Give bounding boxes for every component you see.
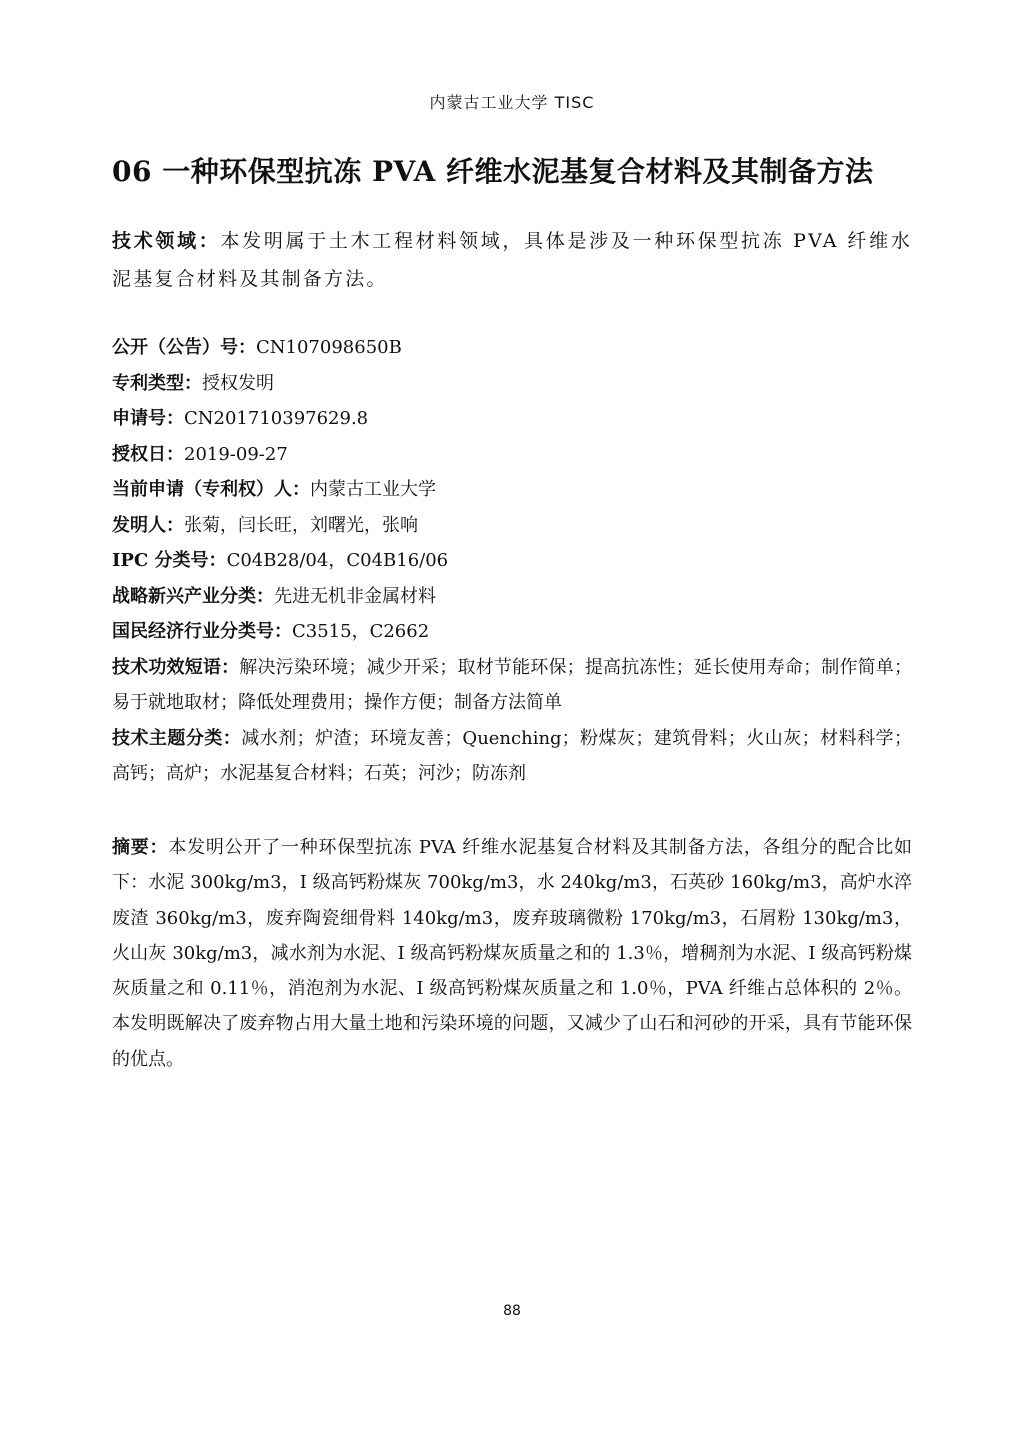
- inventors-value: 张菊，闫长旺，刘曙光，张响: [184, 514, 418, 536]
- strategic-value: 先进无机非金属材料: [274, 585, 436, 607]
- patent-type-label: 专利类型：: [112, 372, 202, 394]
- tech-field-label: 技术领域：: [112, 230, 221, 252]
- pub-no-label: 公开（公告）号：: [112, 337, 256, 358]
- tech-field-paragraph: [112, 222, 912, 298]
- patent-type-value: 授权发明: [202, 372, 274, 394]
- pub-no-value: CN107098650B: [256, 337, 402, 358]
- ipc-value: C04B28/04，C04B16/06: [226, 550, 449, 571]
- patent-metadata: [112, 330, 912, 792]
- tech-field-text: 本发明属于土木工程材料领域，具体是涉及一种环保型抗冻 PVA 纤维水泥基复合材料及其制备方法。: [112, 230, 912, 290]
- ipc-row: [112, 543, 912, 579]
- strategic-label: 战略新兴产业分类：: [112, 585, 274, 607]
- page-header: 内蒙古工业大学 TISC: [429, 93, 595, 112]
- strategic-row: [112, 579, 912, 615]
- grant-date-value: 2019-09-27: [184, 443, 288, 465]
- document-title: 06 一种环保型抗冻 PVA 纤维水泥基复合材料及其制备方法: [112, 155, 874, 188]
- app-no-value: CN201710397629.8: [184, 408, 369, 429]
- effects-label: 技术功效短语：: [112, 656, 240, 678]
- abstract-paragraph: [112, 830, 912, 1077]
- topics-value: 减水剂；炉渣；环境友善；Quenching；粉煤灰；建筑骨料；火山灰；材料科学；高钙；高炉；水泥基复合材料；石英；河沙；防冻剂: [112, 727, 912, 784]
- inventors-row: [112, 508, 912, 544]
- app-no-row: [112, 401, 912, 437]
- patent-type-row: [112, 366, 912, 402]
- grant-date-label: 授权日：: [112, 443, 184, 465]
- app-no-label: 申请号：: [112, 408, 184, 429]
- industry-value: C3515，C2662: [292, 621, 430, 642]
- topics-label: 技术主题分类：: [112, 727, 242, 749]
- abstract-label: 摘要：: [112, 837, 169, 858]
- applicant-label: 当前申请（专利权）人：: [112, 479, 310, 500]
- applicant-value: 内蒙古工业大学: [310, 479, 436, 500]
- inventors-label: 发明人：: [112, 514, 184, 536]
- applicant-row: [112, 472, 912, 508]
- ipc-label: IPC 分类号：: [112, 550, 227, 571]
- industry-label: 国民经济行业分类号：: [112, 621, 292, 642]
- effects-value: 解决污染环境；减少开采；取材节能环保；提高抗冻性；延长使用寿命；制作简单；易于就地取材；降低处理费用；操作方便；制备方法简单: [112, 656, 913, 713]
- industry-row: [112, 614, 912, 650]
- pub-no-row: [112, 330, 912, 366]
- effects-row: [112, 650, 912, 721]
- page-number: 88: [503, 1303, 521, 1319]
- abstract-text: 本发明公开了一种环保型抗冻 PVA 纤维水泥基复合材料及其制备方法，各组分的配合比如下：水泥 300kg/m3，I 级高钙粉煤灰 700kg/m3，水 240kg/m3，石英砂 160kg/m3，高炉水淬废渣 360kg/m3，废弃陶瓷细骨料 140kg/m3，废弃玻璃微粉 170kg/m3，石屑粉 130kg/m3，火山灰 30kg/m3，减水剂为水泥、I 级高钙粉煤灰质量之和的 1.3％，增稠剂为水泥、I 级高钙粉煤灰质量之和 0.11％，消泡剂为水泥、I 级高钙粉煤灰质量之和 1.0％，PVA 纤维占总体积的 2％。本发明既解决了废弃物占用大量土地和污染环境的问题，又减少了山石和河砂的开采，具有节能环保的优点。: [112, 837, 913, 1070]
- grant-date-row: [112, 437, 912, 473]
- topics-row: [112, 721, 912, 792]
